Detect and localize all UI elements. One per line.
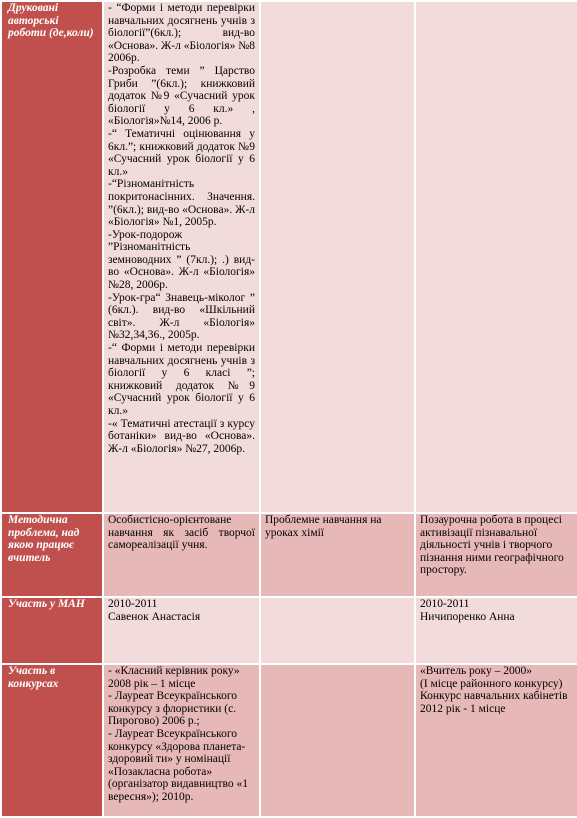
list-item: -“Різноманітність покритонасінних. Значення. ”(6кл.); вид-во «Основа». Ж-л «Біологія» №1, 2005р. <box>108 178 255 229</box>
list-item: -Урок-гра“ Знавець-міколог ” (6кл.). вид-во «Шкільний світ». Ж-л «Біологія» №32,34,36., 2005р. <box>108 291 255 342</box>
list-item: (І місце районного конкурсу) <box>420 677 563 690</box>
table-row-man <box>1 597 577 664</box>
list-item: - Лауреат Всеукраїнського конкурсу з флористики (с. Пирогово) 2006 р.; <box>108 690 238 728</box>
list-item: «Вчитель року – 2000» <box>420 665 532 677</box>
contests-col4-cell <box>415 664 577 817</box>
contests-list <box>103 664 260 817</box>
man-year: 2010-2011 <box>420 598 470 610</box>
publications-col3-cell <box>260 1 415 513</box>
publications-list <box>103 1 260 513</box>
method-problem-col4-cell: Позаурочна робота в процесі активізації пізнавальної діяльності учнів і творчого пізнання ними географічного простору. <box>415 513 577 597</box>
publications-col4-cell <box>415 1 577 513</box>
row-header-publications: Друковані авторські роботи (де,коли) <box>1 1 103 513</box>
list-item: -“ Тематичні оцінювання у 6кл.”; книжковий додаток №9 «Сучасний урок біології у 6 кл.» <box>108 127 255 178</box>
list-item: - “Форми і методи перевірки навчальних досягнень учнів з біології”(6кл.); вид-во «Основа». Ж-л «Біологія» №8 2006р. <box>108 2 255 65</box>
list-item: -« Тематичні атестації з курсу ботаніки» вид-во «Основа». Ж-л «Біологія» №27, 2006р. <box>108 417 255 455</box>
man-col2-cell <box>103 597 260 664</box>
table-row-publications <box>1 1 577 513</box>
list-item: -Урок-подорож ”Різноманітність земноводних ” (7кл.); .) вид-во «Основа». Ж-л «Біологія» №28, 2006р. <box>108 228 255 292</box>
row-header-contests: Участь в конкурсах <box>1 664 103 817</box>
table-row-contests <box>1 664 577 817</box>
list-item: - «Класний керівник року» 2008 рік – 1 місце <box>108 665 240 690</box>
man-col4-cell <box>415 597 577 664</box>
list-item: -Розробка теми ” Царство Гриби ”(6кл.); книжковий додаток №9 «Сучасний урок біології у 6 кл.» , «Біологія»№14, 2006 р. <box>108 64 255 128</box>
man-year: 2010-2011 <box>108 598 158 610</box>
row-header-method-problem: Методична проблема, над якою працює вчитель <box>1 513 103 597</box>
man-student: Ничипоренко Анна <box>420 610 515 623</box>
method-problem-col3-cell: Проблемне навчання на уроках хімії <box>260 513 415 597</box>
man-col3-cell <box>260 597 415 664</box>
list-item: 2012 рік - 1 місце <box>420 702 506 715</box>
table-row-method-problem <box>1 513 577 597</box>
man-student: Савенок Анастасія <box>108 610 201 623</box>
list-item: - Лауреат Всеукраїнського конкурсу «Здорова планета-здоровий ти» у номінації «Позакласна робота» (організатор видавництво «1 вересня»); 2010р. <box>108 727 249 803</box>
list-item: Конкурс навчальних кабінетів <box>420 690 568 703</box>
method-problem-col2-cell: Особистісно-орієнтоване навчання як засіб творчої самореалізації учня. <box>103 513 260 597</box>
list-item: -“ Форми і методи перевірки навчальних досягнень учнів з біології у 6 класі ”; книжковий додаток №9 «Сучасний урок біології у 6 кл.» <box>108 342 255 417</box>
contests-col3-cell <box>260 664 415 817</box>
row-header-man: Участь у МАН <box>1 597 103 664</box>
